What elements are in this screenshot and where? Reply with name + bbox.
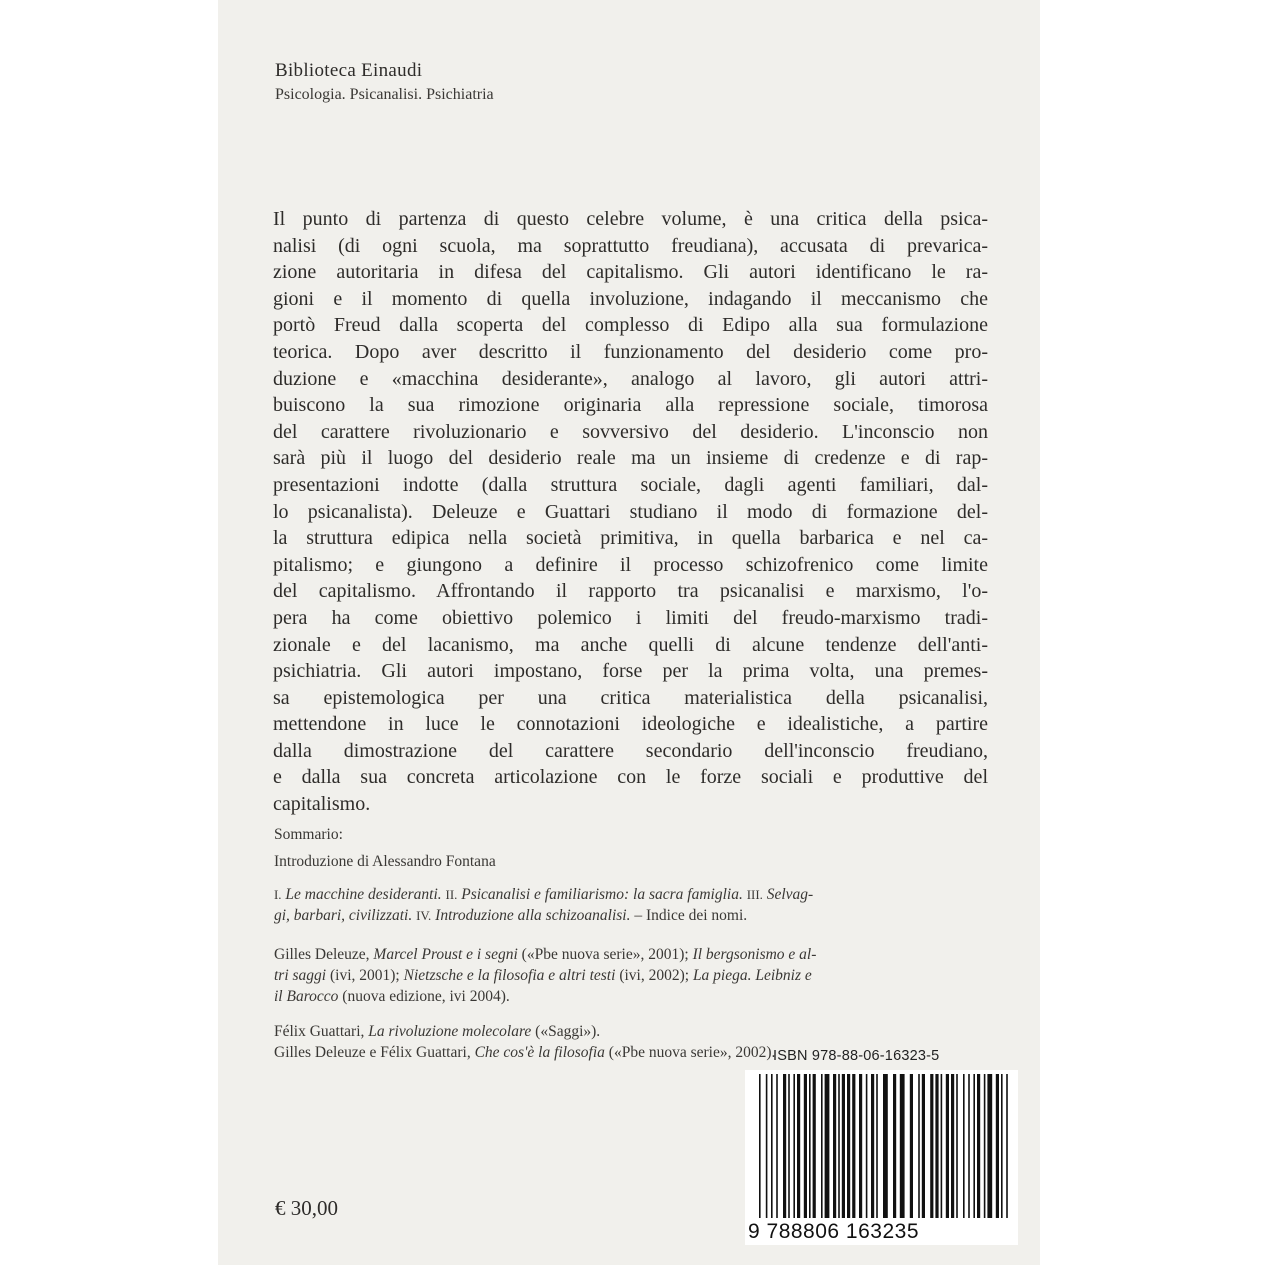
blurb-line: portò Freud dalla scoperta del complesso di Edipo alla sua formulazione [273, 314, 988, 337]
summary-label: Sommario: [274, 826, 343, 843]
work-title: La rivoluzione molecolare [368, 1023, 532, 1040]
barcode-bar [900, 1074, 905, 1218]
series-title: Biblioteca Einaudi [275, 60, 423, 81]
barcode-bar [842, 1074, 845, 1218]
work-title: il Barocco [274, 988, 339, 1005]
work-info: («Saggi»). [535, 1023, 601, 1040]
work-title: Che cos'è la filosofia [474, 1044, 605, 1061]
barcode-bar [876, 1074, 878, 1218]
contents-line [274, 905, 994, 926]
blurb-line: sa epistemologica per una critica materialistica della psicanalisi, [273, 686, 988, 709]
barcode-bar [838, 1074, 840, 1218]
barcode-bar [1001, 1074, 1003, 1218]
part-title: Selvag- [766, 886, 814, 903]
blurb-line: presentazioni indotte (dalla struttura sociale, dagli agenti familiari, dal- [273, 473, 988, 496]
barcode-bar [859, 1074, 862, 1218]
part-title: Le macchine desideranti. [285, 886, 442, 903]
biblio-line [274, 986, 994, 1007]
series-subtitle: Psicologia. Psicanalisi. Psichiatria [275, 86, 494, 103]
barcode-bar [922, 1074, 925, 1218]
work-title: Il bergsonismo e al- [692, 946, 817, 963]
barcode-bar [871, 1074, 874, 1218]
price-label: € 30,00 [275, 1196, 338, 1220]
other-works [274, 944, 994, 1063]
author: Gilles Deleuze e Félix Guattari, [274, 1044, 471, 1061]
blurb-line: teorica. Dopo aver descritto il funzionamento del desiderio come pro- [273, 340, 988, 363]
barcode-bar [973, 1074, 975, 1218]
part-title: gi, barbari, civilizzati. [274, 907, 413, 924]
barcode-bar [893, 1074, 896, 1218]
part-title: Introduzione alla schizoanalisi. [435, 907, 631, 924]
barcode-bar [825, 1074, 830, 1218]
part-number: IV. [416, 908, 432, 923]
work-info: (nuova edizione, ivi 2004). [342, 988, 510, 1005]
barcode-bar [883, 1074, 888, 1218]
blurb-line: e dalla sua concreta articolazione con le forze sociali e produttive del [273, 766, 988, 789]
barcode-bar [776, 1074, 778, 1218]
summary-contents [274, 884, 994, 926]
barcode-bar [759, 1074, 761, 1218]
series-header [275, 58, 494, 106]
contents-line [274, 884, 994, 905]
barcode-bar [963, 1074, 965, 1218]
blurb-line: del carattere rivoluzionario e sovversivo del desiderio. L'inconscio non [273, 420, 988, 443]
author: Félix Guattari, [274, 1023, 365, 1040]
biblio-line [274, 965, 994, 986]
work-info: (ivi, 2002); [619, 967, 690, 984]
barcode-bar [946, 1074, 949, 1218]
barcode-bar [847, 1074, 850, 1218]
barcode-digits: 9 788806 163235 [748, 1220, 919, 1243]
barcode-bar [987, 1074, 992, 1218]
barcode-bars [745, 1070, 1018, 1220]
index-note: – Indice dei nomi. [634, 907, 748, 924]
blurb-line: lo psicanalista). Deleuze e Guattari studiano il modo di formazione del- [273, 500, 988, 523]
barcode-bar [935, 1074, 938, 1218]
barcode-bar [809, 1074, 811, 1218]
barcode-bar [956, 1074, 958, 1218]
barcode-bar [821, 1074, 823, 1218]
blurb-line: nalisi (di ogni scuola, ma soprattutto freudiana), accusata di prevarica- [273, 234, 988, 257]
barcode-bar [797, 1074, 800, 1218]
blurb-line: la struttura edipica nella società primitiva, in quella barbarica e nel ca- [273, 527, 988, 550]
blurb-paragraph [273, 206, 988, 818]
blurb-line: dalla dimostrazione del carattere secondario dell'inconscio freudiano, [273, 739, 988, 762]
barcode-bar [984, 1074, 986, 1218]
work-title: La piega. Leibniz e [692, 967, 812, 984]
part-title: Psicanalisi e familiarismo: la sacra famiglia. [461, 886, 743, 903]
barcode-bar [771, 1074, 773, 1218]
barcode-bar [813, 1074, 816, 1218]
blurb-line: zione autoritaria in difesa del capitalismo. Gli autori identificano le ra- [273, 261, 988, 284]
blurb-line: pera ha come obiettivo polemico i limiti del freudo-marxismo tradi- [273, 606, 988, 629]
blurb-line: zionale e del lacanismo, ma anche quelli di alcune tendenze dell'anti- [273, 633, 988, 656]
barcode-bar [866, 1074, 868, 1218]
blurb-line: del capitalismo. Affrontando il rapporto tra psicanalisi e marxismo, l'o- [273, 580, 988, 603]
part-number: II. [445, 887, 458, 902]
barcode-bar [833, 1074, 836, 1218]
deleuze-works [274, 944, 994, 1007]
barcode-bar [793, 1074, 795, 1218]
work-info: («Pbe nuova serie», 2001); [521, 946, 689, 963]
barcode-bar [783, 1074, 786, 1218]
barcode-bar [766, 1074, 768, 1218]
barcode-bar [910, 1074, 913, 1218]
barcode-bar [804, 1074, 807, 1218]
work-title: Nietzsche e la filosofia e altri testi [403, 967, 616, 984]
barcode-bar [941, 1074, 943, 1218]
part-number: III. [746, 887, 763, 902]
barcode [745, 1070, 1018, 1245]
isbn-label: ISBN 978-88-06-16323-5 [773, 1048, 940, 1064]
work-title: Marcel Proust e i segni [373, 946, 518, 963]
barcode-bar [852, 1074, 855, 1218]
book-back-cover [218, 0, 1040, 1265]
summary-introduction: Introduzione di Alessandro Fontana [274, 853, 496, 870]
blurb-line: mettendone in luce le connotazioni ideologiche e idealistiche, a partire [273, 713, 988, 736]
barcode-bar [918, 1074, 920, 1218]
biblio-line [274, 1021, 994, 1042]
work-info: (ivi, 2001); [329, 967, 400, 984]
part-number: I. [274, 887, 282, 902]
work-title: tri saggi [274, 967, 327, 984]
table-of-contents [274, 824, 994, 926]
barcode-bar [968, 1074, 970, 1218]
barcode-bar [1006, 1074, 1008, 1218]
blurb-line: gioni e il momento di quella involuzione, indagando il meccanismo che [273, 287, 988, 310]
work-info: («Pbe nuova serie», 2002). [608, 1044, 776, 1061]
blurb-line: duzione e «macchina desiderante», analogo al lavoro, gli autori attri- [273, 367, 988, 390]
blurb-line: sarà più il luogo del desiderio reale ma un insieme di credenze e di rap- [273, 447, 988, 470]
blurb-line: capitalismo. [273, 793, 371, 816]
biblio-line [274, 944, 994, 965]
blurb-line: Il punto di partenza di questo celebre volume, è una critica della psica- [273, 208, 988, 230]
barcode-bar [977, 1074, 980, 1218]
barcode-bar [996, 1074, 999, 1218]
blurb-line: pitalismo; e giungono a definire il processo schizofrenico come limite [273, 553, 988, 576]
blurb-line: psichiatria. Gli autori impostano, forse per la prima volta, una premes- [273, 660, 988, 683]
blurb-line: buiscono la sua rimozione originaria alla repressione sociale, timorosa [273, 394, 988, 417]
barcode-bar [788, 1074, 790, 1218]
author: Gilles Deleuze, [274, 946, 370, 963]
barcode-bar [930, 1074, 933, 1218]
barcode-bar [951, 1074, 954, 1218]
